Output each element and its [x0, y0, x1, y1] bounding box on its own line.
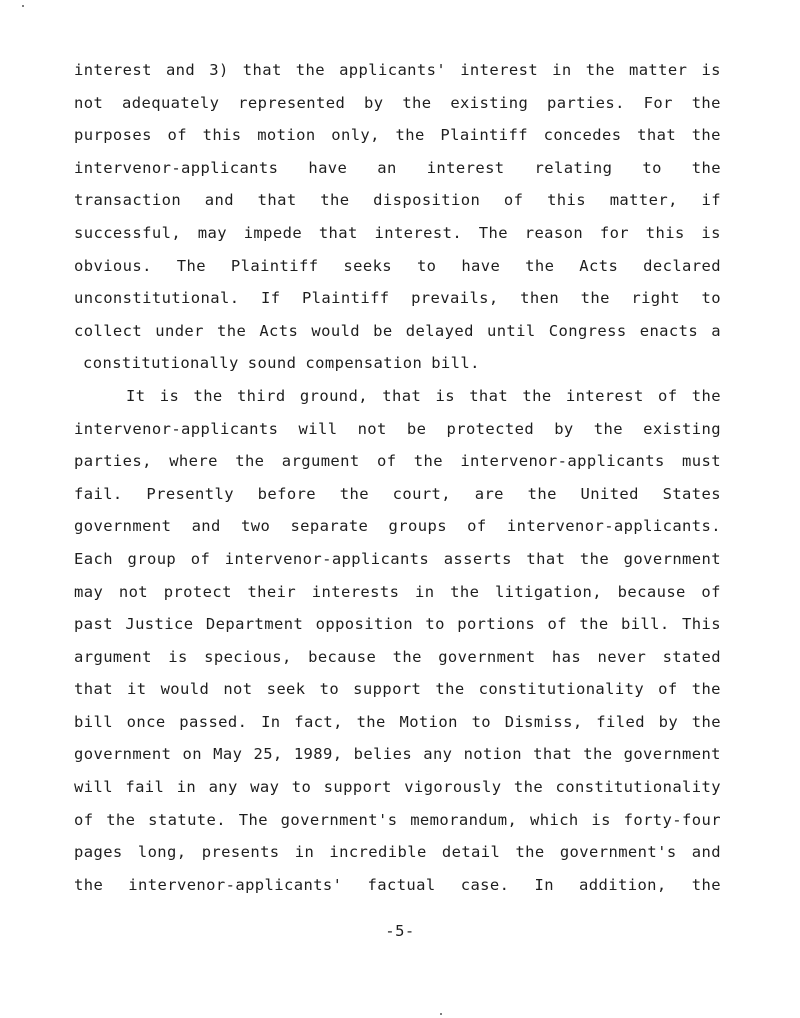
word: the	[691, 93, 721, 112]
word: interest	[460, 61, 539, 79]
word: third	[236, 386, 286, 405]
word: stated	[662, 647, 721, 666]
word: for	[599, 223, 630, 242]
word: intervenor-applicants.	[506, 517, 721, 536]
word: matter,	[609, 191, 678, 210]
word: that	[469, 386, 509, 405]
word: the	[691, 875, 721, 894]
word: compensation	[305, 354, 423, 373]
word: if	[701, 191, 721, 210]
word: to	[471, 712, 492, 731]
word: be	[373, 321, 393, 340]
word: this	[547, 191, 586, 210]
word: the	[339, 484, 369, 503]
word: may	[197, 223, 227, 242]
word: be	[406, 419, 427, 438]
word: the	[356, 712, 386, 731]
word: that	[242, 61, 282, 79]
word: is	[159, 386, 180, 405]
word: intervenor-applicants	[460, 452, 665, 471]
word: portions	[457, 615, 536, 634]
text-line	[74, 447, 721, 480]
word: asserts	[443, 549, 512, 568]
word: until	[486, 321, 536, 340]
word: fail	[125, 778, 165, 797]
text-line	[74, 56, 721, 89]
word: belies	[353, 745, 413, 764]
word: prevails,	[411, 289, 499, 308]
word: intervenor-applicants	[74, 419, 279, 438]
word: collect	[74, 321, 143, 340]
text-line	[74, 154, 721, 187]
word: is	[701, 223, 721, 242]
word: Department	[205, 615, 304, 634]
scan-speck	[22, 5, 24, 7]
word: United	[580, 484, 639, 503]
word: not	[223, 680, 253, 699]
word: the	[691, 712, 721, 731]
word: In	[261, 712, 281, 731]
word: existing	[450, 93, 529, 112]
text-line	[74, 382, 721, 415]
text-line	[74, 675, 721, 708]
word: to	[416, 256, 437, 275]
word: not	[118, 582, 149, 601]
word: memorandum,	[410, 810, 518, 829]
word: the	[583, 745, 613, 764]
text-line	[74, 219, 721, 252]
word: the	[579, 615, 609, 634]
word: the	[522, 386, 552, 405]
word: of	[167, 126, 187, 145]
word: of	[658, 386, 678, 405]
word: forty-four	[623, 810, 721, 829]
word: concedes	[543, 126, 622, 145]
word: right	[631, 289, 681, 308]
word: to	[291, 778, 312, 797]
word: not	[74, 93, 104, 112]
word: will	[298, 419, 338, 438]
word: of	[467, 517, 487, 536]
word: bill.	[620, 615, 670, 634]
word: Dismiss,	[504, 712, 583, 731]
word: Presently	[146, 484, 234, 503]
word: protected	[446, 419, 535, 438]
word: filed	[596, 712, 645, 731]
word: government	[74, 517, 172, 536]
word: passed.	[179, 712, 248, 731]
word: may	[74, 582, 104, 601]
word: once	[126, 712, 166, 731]
text-line	[74, 317, 721, 350]
word: reason	[524, 223, 584, 242]
text-line	[74, 186, 721, 219]
word: bill	[74, 712, 113, 731]
word: applicants'	[339, 61, 447, 79]
word: Plaintiff	[301, 289, 390, 308]
scan-speck	[440, 1013, 442, 1015]
text-line	[74, 89, 721, 122]
word: matter	[628, 61, 688, 79]
word: is	[435, 386, 455, 405]
word: government's	[559, 843, 677, 862]
word: motion	[257, 126, 316, 145]
word: relating	[534, 158, 613, 177]
word: May	[213, 745, 243, 764]
page-number: -5-	[385, 922, 415, 940]
word: a	[711, 321, 721, 340]
word: to	[701, 289, 721, 308]
word: separate	[290, 517, 369, 536]
word: the	[235, 452, 265, 471]
text-line	[74, 252, 721, 285]
text-line	[74, 349, 721, 382]
word: would	[160, 680, 210, 699]
word: the	[435, 680, 465, 699]
word: the	[580, 289, 610, 308]
word: Acts	[259, 321, 299, 340]
text-line	[74, 480, 721, 513]
word: statute.	[148, 810, 226, 829]
word: before	[257, 484, 317, 503]
word: Plaintiff	[440, 126, 528, 145]
word: Motion	[399, 712, 458, 731]
word: government	[74, 745, 172, 764]
word: the	[193, 386, 223, 405]
word: are	[474, 484, 504, 503]
word: by	[658, 712, 679, 731]
word: the	[513, 778, 544, 797]
word: the	[691, 680, 721, 699]
word: 3)	[209, 61, 229, 79]
word: interest.	[374, 223, 463, 242]
word: and	[204, 191, 234, 210]
word: two	[241, 517, 271, 536]
word: support	[323, 778, 392, 797]
word: the	[413, 452, 443, 471]
word: interest	[74, 61, 152, 79]
text-line	[74, 121, 721, 154]
word: unconstitutional.	[74, 289, 240, 308]
word: where	[169, 452, 218, 471]
word: It	[126, 386, 146, 405]
word: have	[461, 256, 501, 275]
word: of	[376, 452, 397, 471]
word: this	[202, 126, 242, 145]
word: that	[637, 126, 677, 145]
word: represented	[238, 93, 346, 112]
word: the	[593, 419, 623, 438]
word: 1989,	[293, 745, 343, 764]
word: and	[691, 843, 721, 862]
word: If	[260, 289, 281, 308]
word: under	[155, 321, 204, 340]
word: that	[382, 386, 422, 405]
word: on	[182, 745, 202, 764]
word: impede	[243, 223, 303, 242]
word: because	[617, 582, 686, 601]
word: The	[478, 223, 508, 242]
word: the	[691, 386, 721, 405]
word: parties,	[74, 452, 152, 471]
word: constitutionality	[555, 778, 721, 797]
word: not	[357, 419, 387, 438]
word: the	[515, 843, 545, 862]
word: that	[533, 745, 573, 764]
word: to	[319, 680, 340, 699]
word: purposes	[74, 126, 152, 145]
word: In	[534, 875, 554, 894]
word: case.	[460, 875, 510, 894]
word: of	[547, 615, 567, 634]
word: it	[127, 680, 147, 699]
word: interest	[565, 386, 644, 405]
text-line	[74, 740, 721, 773]
word: that	[74, 680, 113, 699]
word: the	[74, 875, 104, 894]
word: the	[320, 191, 350, 210]
word: government	[438, 647, 536, 666]
word: declared	[643, 256, 721, 275]
word: detail	[441, 843, 501, 862]
word: ground,	[299, 386, 368, 405]
word: and	[191, 517, 221, 536]
word: government's	[280, 810, 398, 829]
text-line	[74, 708, 721, 741]
word: which	[530, 810, 579, 829]
word: intervenor-applicants	[74, 158, 279, 177]
word: existing	[643, 419, 721, 438]
word: 25,	[253, 745, 283, 764]
word: For	[643, 93, 673, 112]
body-text	[74, 56, 721, 903]
word: of	[701, 582, 721, 601]
word: sound	[247, 354, 297, 373]
word: delayed	[405, 321, 474, 340]
word: by	[554, 419, 574, 438]
word: support	[353, 680, 422, 699]
word: any	[208, 778, 238, 797]
word: is	[701, 61, 721, 79]
word: the	[392, 647, 422, 666]
word: constitutionality	[478, 680, 645, 699]
word: incredible	[329, 843, 427, 862]
word: and	[165, 61, 196, 79]
word: Acts	[579, 256, 619, 275]
word: Plaintiff	[230, 256, 319, 275]
word: any	[423, 745, 453, 764]
word: presents	[201, 843, 280, 862]
word: because	[308, 647, 377, 666]
word: would	[311, 321, 361, 340]
word: argument	[74, 647, 152, 666]
word: to	[642, 158, 662, 177]
word: enacts	[639, 321, 699, 340]
word: intervenor-applicants'	[128, 875, 343, 894]
text-line	[74, 415, 721, 448]
word: specious,	[204, 647, 292, 666]
word: of	[74, 810, 94, 829]
word: States	[662, 484, 721, 503]
word: the	[525, 256, 555, 275]
word: adequately	[122, 93, 220, 112]
text-line	[74, 871, 721, 904]
word: successful,	[74, 223, 182, 242]
word: to	[425, 615, 445, 634]
text-line	[74, 578, 721, 611]
word: opposition	[315, 615, 413, 634]
word: of	[658, 680, 678, 699]
text-line	[74, 610, 721, 643]
word: addition,	[579, 875, 667, 894]
text-line	[74, 643, 721, 676]
word: groups	[388, 517, 447, 536]
word: that	[526, 549, 566, 568]
word: protect	[163, 582, 232, 601]
word: Congress	[548, 321, 627, 340]
word: Each	[74, 549, 113, 568]
word: is	[591, 810, 611, 829]
word: never	[597, 647, 647, 666]
text-line	[74, 773, 721, 806]
word: have	[308, 158, 348, 177]
word: vigorously	[404, 778, 502, 797]
word: past	[74, 615, 113, 634]
word: in	[552, 61, 572, 79]
word: fail.	[74, 484, 123, 503]
word: bill.	[431, 354, 480, 373]
word: an	[377, 158, 397, 177]
word: court,	[392, 484, 452, 503]
word: pages	[74, 843, 123, 862]
word: by	[364, 93, 384, 112]
word: the	[691, 158, 721, 177]
word: the	[450, 582, 480, 601]
word: in	[176, 778, 197, 797]
word: disposition	[373, 191, 481, 210]
word: factual	[367, 875, 436, 894]
word: fact,	[294, 712, 343, 731]
word: intervenor-applicants	[224, 549, 430, 568]
word: the	[585, 61, 615, 79]
word: that	[257, 191, 297, 210]
word: of	[503, 191, 524, 210]
word: parties.	[547, 93, 625, 112]
text-line	[74, 284, 721, 317]
word: this	[645, 223, 685, 242]
word: is	[168, 647, 188, 666]
word: interests	[311, 582, 400, 601]
word: litigation,	[494, 582, 603, 601]
word: the	[579, 549, 610, 568]
word: obvious.	[74, 256, 152, 275]
text-line	[74, 545, 721, 578]
word: The	[176, 256, 206, 275]
word: will	[74, 778, 113, 797]
word: the	[691, 126, 721, 145]
word: the	[527, 484, 557, 503]
word: the	[295, 61, 325, 79]
text-line	[74, 806, 721, 839]
word: notion	[463, 745, 522, 764]
word: seeks	[343, 256, 393, 275]
word: government	[623, 745, 721, 764]
word: This	[682, 615, 721, 634]
word: group	[127, 549, 177, 568]
word: long,	[137, 843, 187, 862]
word: of	[190, 549, 211, 568]
word: Justice	[125, 615, 194, 634]
word: interest	[426, 158, 505, 177]
word: government	[623, 549, 721, 568]
word: the	[402, 93, 432, 112]
word: that	[318, 223, 358, 242]
word: only,	[331, 126, 380, 145]
word: the	[395, 126, 425, 145]
word: then	[520, 289, 560, 308]
text-line	[74, 512, 721, 545]
word: in	[294, 843, 315, 862]
word: in	[415, 582, 435, 601]
word: argument	[281, 452, 360, 471]
word: way	[250, 778, 280, 797]
word: constitutionally	[83, 354, 239, 373]
word: the	[106, 810, 136, 829]
text-line	[74, 838, 721, 871]
word: their	[247, 582, 297, 601]
word: the	[217, 321, 247, 340]
word: transaction	[74, 191, 182, 210]
word: The	[238, 810, 268, 829]
word: seek	[266, 680, 306, 699]
word: must	[682, 452, 721, 471]
word: has	[551, 647, 582, 666]
